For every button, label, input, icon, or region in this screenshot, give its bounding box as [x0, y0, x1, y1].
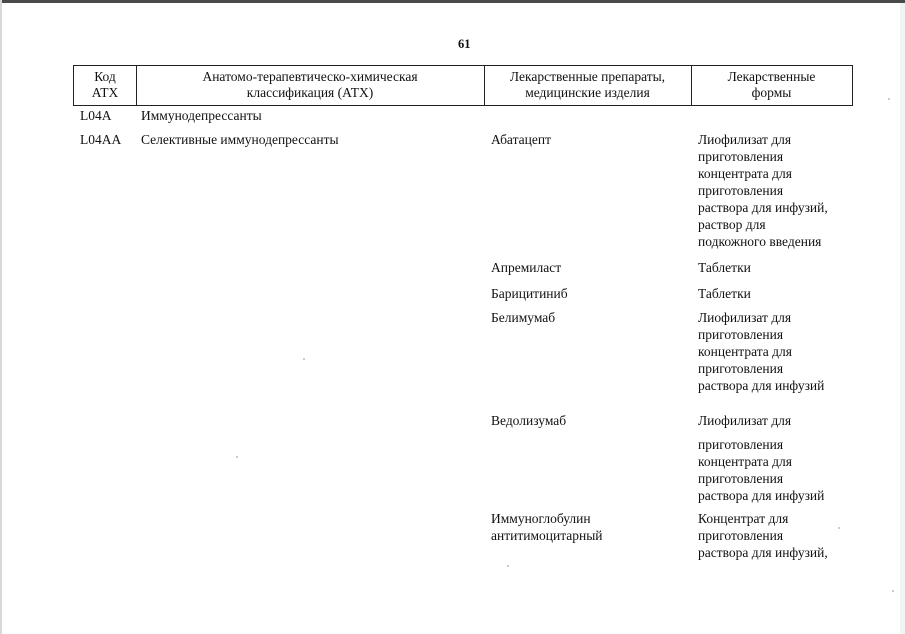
dosage-form-line: концентрата для — [698, 166, 792, 181]
scan-speckle — [888, 98, 890, 100]
table-header — [73, 65, 853, 106]
dosage-form-line: Концентрат для — [698, 511, 789, 526]
scan-right-edge — [900, 3, 905, 634]
dosage-form-line: раствора для инфузий, — [698, 200, 828, 215]
scan-speckle — [236, 456, 238, 458]
header-forms-line: Лекарственные — [727, 69, 816, 84]
dosage-form-line: Таблетки — [698, 260, 751, 275]
header-drugs-line: Лекарственные препараты, — [509, 69, 666, 84]
drug-name: Барицитиниб — [491, 286, 568, 301]
scan-speckle — [838, 527, 840, 529]
scan-speckle — [303, 358, 305, 360]
scan-speckle — [892, 590, 894, 592]
drug-name: антитимоцитарный — [491, 528, 603, 543]
drug-name: Абатацепт — [491, 132, 551, 147]
group-name: Селективные иммунодепрессанты — [141, 132, 339, 147]
dosage-form-line: приготовления — [698, 361, 784, 376]
dosage-form-line: Лиофилизат для — [698, 413, 792, 428]
drug-name: Апремиласт — [491, 260, 562, 275]
dosage-form-line: раствор для — [698, 217, 766, 232]
header-forms-line: формы — [751, 85, 792, 100]
drug-name: Ведолизумаб — [491, 413, 567, 428]
scan-speckle — [507, 565, 509, 567]
header-code-line: Код — [94, 69, 116, 84]
scan-left-edge — [0, 0, 2, 634]
header-drugs — [484, 66, 691, 105]
dosage-form-line: Таблетки — [698, 286, 751, 301]
dosage-form-line: раствора для инфузий — [698, 378, 825, 393]
dosage-form-line: раствора для инфузий — [698, 488, 825, 503]
group-name: Иммунодепрессанты — [141, 108, 262, 123]
group-code: L04AA — [80, 132, 122, 147]
dosage-form-line: раствора для инфузий, — [698, 545, 828, 560]
header-forms — [691, 66, 852, 105]
header-drugs-line: медицинские изделия — [525, 85, 650, 100]
drug-name: Иммуноглобулин — [491, 511, 591, 526]
dosage-form-line: концентрата для — [698, 344, 792, 359]
dosage-form-line: приготовления — [698, 528, 784, 543]
header-code — [74, 66, 136, 105]
dosage-form-line: Лиофилизат для — [698, 132, 792, 147]
scan-top-edge — [0, 0, 905, 3]
dosage-form-line: приготовления — [698, 149, 784, 164]
dosage-form-line: Лиофилизат для — [698, 310, 792, 325]
header-classification — [136, 66, 484, 105]
dosage-form-line: приготовления — [698, 183, 784, 198]
dosage-form-line: приготовления — [698, 471, 784, 486]
header-classification-line: классификация (АТХ) — [246, 85, 374, 100]
dosage-form-line: приготовления — [698, 437, 784, 452]
group-code: L04A — [80, 108, 112, 123]
dosage-form-line: концентрата для — [698, 454, 792, 469]
header-classification-line: Анатомо-терапевтическо-химическая — [202, 69, 418, 84]
drug-name: Белимумаб — [491, 310, 556, 325]
page-number: 61 — [458, 37, 471, 51]
header-code-line: АТХ — [91, 85, 119, 100]
dosage-form-line: приготовления — [698, 327, 784, 342]
dosage-form-line: подкожного введения — [698, 234, 822, 249]
